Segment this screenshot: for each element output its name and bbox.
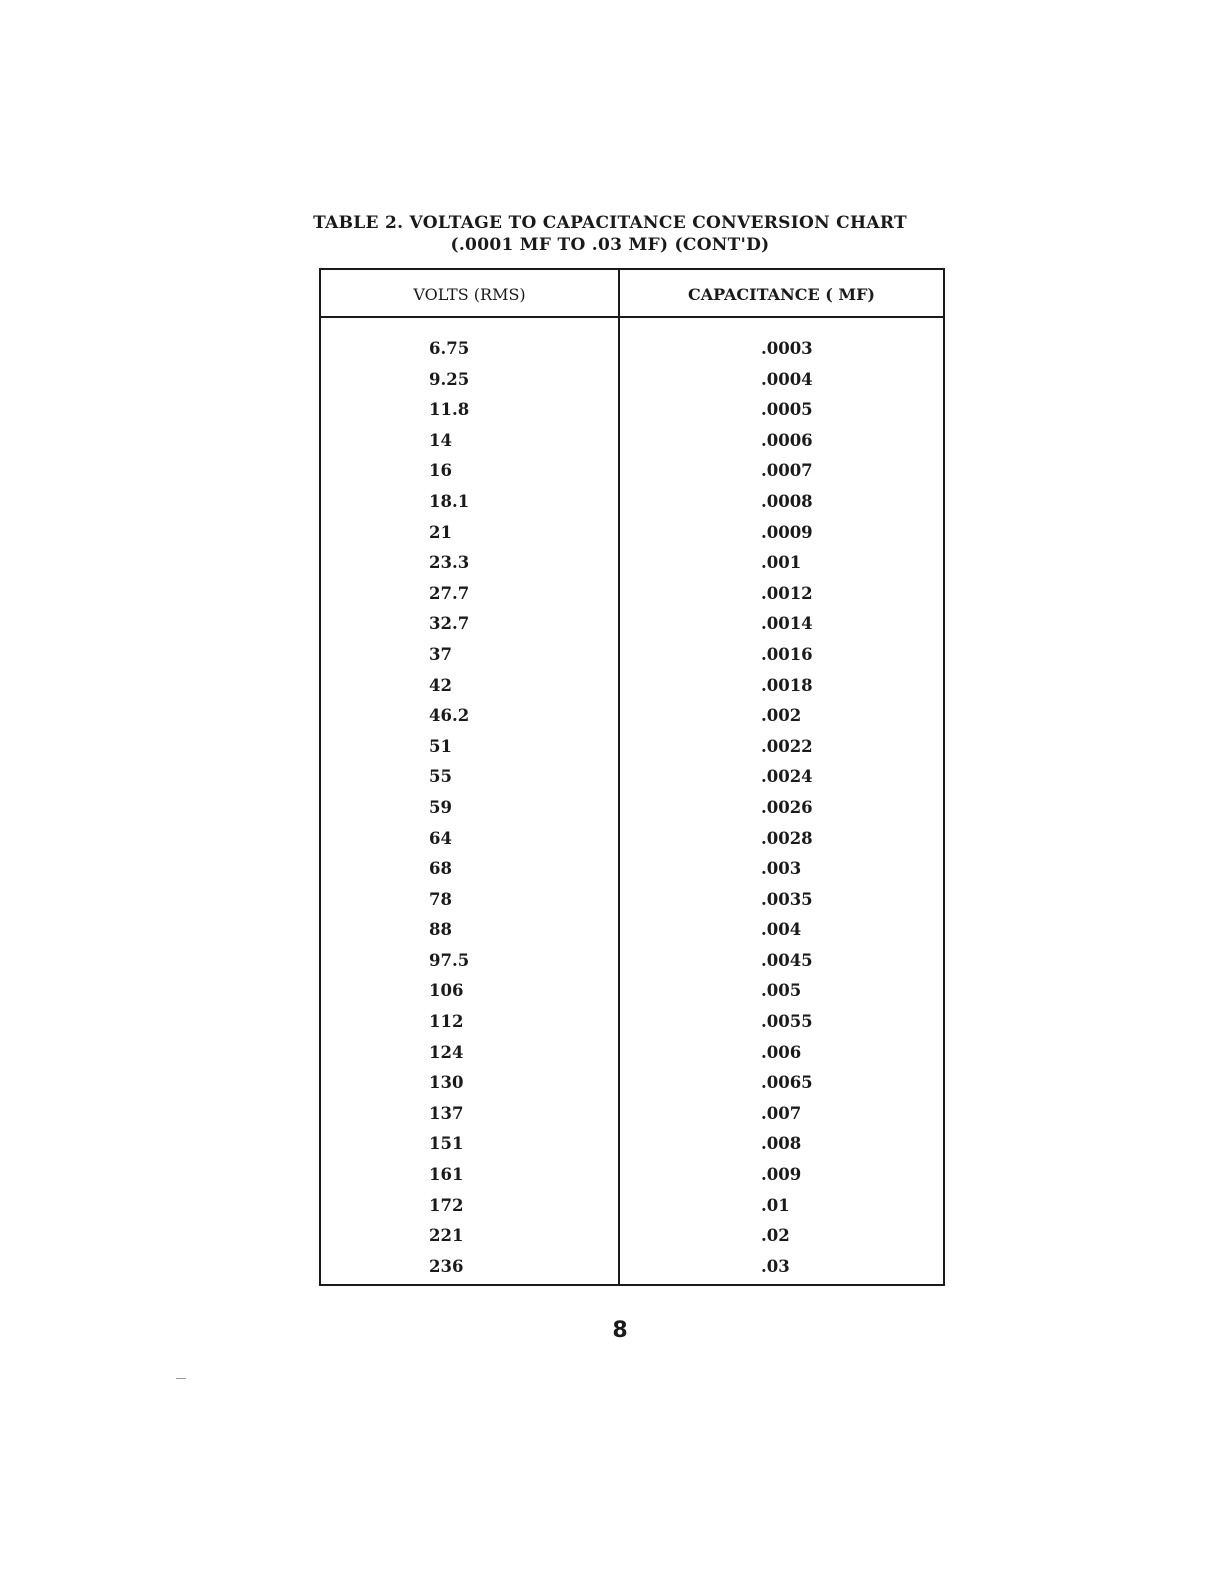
conversion-table <box>319 268 945 1286</box>
table-row <box>321 1191 943 1222</box>
cell-capacitance: .008 <box>761 1134 802 1154</box>
cell-volts: 11.8 <box>429 400 470 420</box>
cell-volts: 14 <box>429 430 452 450</box>
table-row <box>321 854 943 885</box>
cell-capacitance: .0004 <box>761 369 813 389</box>
cell-capacitance: .01 <box>761 1195 790 1215</box>
table-row <box>321 518 943 549</box>
table-row <box>321 824 943 855</box>
cell-volts: 112 <box>429 1012 464 1032</box>
cell-volts: 21 <box>429 522 452 542</box>
cell-volts: 68 <box>429 859 452 879</box>
cell-volts: 59 <box>429 797 452 817</box>
cell-capacitance: .0065 <box>761 1073 813 1093</box>
table-body <box>321 334 943 1282</box>
cell-volts: 37 <box>429 644 452 664</box>
cell-capacitance: .0003 <box>761 339 813 358</box>
table-row <box>321 762 943 793</box>
table-row <box>321 1160 943 1191</box>
cell-capacitance: .02 <box>761 1226 790 1246</box>
table-row <box>321 579 943 610</box>
table-row <box>321 426 943 457</box>
table-row <box>321 885 943 916</box>
table-row <box>321 1068 943 1099</box>
cell-volts: 97.5 <box>429 950 470 970</box>
cell-capacitance: .0012 <box>761 583 813 603</box>
scan-mark <box>176 1378 186 1379</box>
cell-volts: 106 <box>429 981 464 1001</box>
cell-volts: 78 <box>429 889 452 909</box>
table-title <box>300 212 920 256</box>
cell-volts: 137 <box>429 1103 464 1123</box>
cell-capacitance: .003 <box>761 859 802 879</box>
cell-capacitance: .0008 <box>761 491 813 511</box>
cell-capacitance: .009 <box>761 1165 802 1185</box>
cell-capacitance: .006 <box>761 1042 802 1062</box>
cell-volts: 161 <box>429 1165 464 1185</box>
cell-capacitance: .0028 <box>761 828 813 848</box>
cell-volts: 130 <box>429 1073 464 1093</box>
table-row <box>321 1129 943 1160</box>
cell-volts: 151 <box>429 1134 464 1154</box>
cell-volts: 27.7 <box>429 583 470 603</box>
cell-capacitance: .03 <box>761 1256 790 1276</box>
cell-capacitance: .0009 <box>761 522 813 542</box>
header-capacitance: CAPACITANCE ( MF) <box>688 285 875 304</box>
table-row <box>321 1038 943 1069</box>
table-row <box>321 671 943 702</box>
table-row <box>321 487 943 518</box>
cell-capacitance: .001 <box>761 553 802 573</box>
cell-volts: 18.1 <box>429 491 470 511</box>
cell-volts: 16 <box>429 461 452 481</box>
cell-capacitance: .0016 <box>761 644 813 664</box>
table-row <box>321 915 943 946</box>
table-title-line1: TABLE 2. VOLTAGE TO CAPACITANCE CONVERSION CHART <box>313 213 907 233</box>
table-row <box>321 456 943 487</box>
table-row <box>321 548 943 579</box>
table-row <box>321 701 943 732</box>
header-volts: VOLTS (RMS) <box>413 285 526 304</box>
table-row <box>321 976 943 1007</box>
table-row <box>321 1007 943 1038</box>
cell-volts: 221 <box>429 1226 464 1246</box>
table-row <box>321 609 943 640</box>
cell-capacitance: .007 <box>761 1103 802 1123</box>
cell-capacitance: .0005 <box>761 400 813 420</box>
cell-volts: 64 <box>429 828 452 848</box>
table-row <box>321 365 943 396</box>
table-row <box>321 334 943 365</box>
table-row <box>321 395 943 426</box>
cell-capacitance: .002 <box>761 706 802 726</box>
cell-volts: 55 <box>429 767 452 787</box>
page-number: 8 <box>612 1318 628 1343</box>
cell-volts: 32.7 <box>429 614 470 634</box>
cell-volts: 51 <box>429 736 452 756</box>
cell-volts: 23.3 <box>429 553 470 573</box>
table-header-row <box>321 270 943 318</box>
cell-capacitance: .005 <box>761 981 802 1001</box>
cell-volts: 124 <box>429 1042 464 1062</box>
table-row <box>321 640 943 671</box>
cell-capacitance: .0018 <box>761 675 813 695</box>
table-row <box>321 1252 943 1283</box>
table-row <box>321 793 943 824</box>
table-row <box>321 1099 943 1130</box>
table-row <box>321 946 943 977</box>
cell-volts: 172 <box>429 1195 464 1215</box>
cell-volts: 46.2 <box>429 706 470 726</box>
cell-volts: 6.75 <box>429 339 470 358</box>
cell-capacitance: .0055 <box>761 1012 813 1032</box>
cell-volts: 9.25 <box>429 369 470 389</box>
cell-capacitance: .0024 <box>761 767 813 787</box>
cell-capacitance: .004 <box>761 920 802 940</box>
cell-capacitance: .0006 <box>761 430 813 450</box>
cell-volts: 42 <box>429 675 452 695</box>
cell-capacitance: .0014 <box>761 614 813 634</box>
cell-capacitance: .0022 <box>761 736 813 756</box>
table-row <box>321 1221 943 1252</box>
table-row <box>321 732 943 763</box>
cell-capacitance: .0035 <box>761 889 813 909</box>
cell-capacitance: .0026 <box>761 797 813 817</box>
table-title-line2: (.0001 MF TO .03 MF) (CONT'D) <box>450 235 770 255</box>
cell-volts: 88 <box>429 920 452 940</box>
cell-volts: 236 <box>429 1256 464 1276</box>
cell-capacitance: .0007 <box>761 461 813 481</box>
cell-capacitance: .0045 <box>761 950 813 970</box>
